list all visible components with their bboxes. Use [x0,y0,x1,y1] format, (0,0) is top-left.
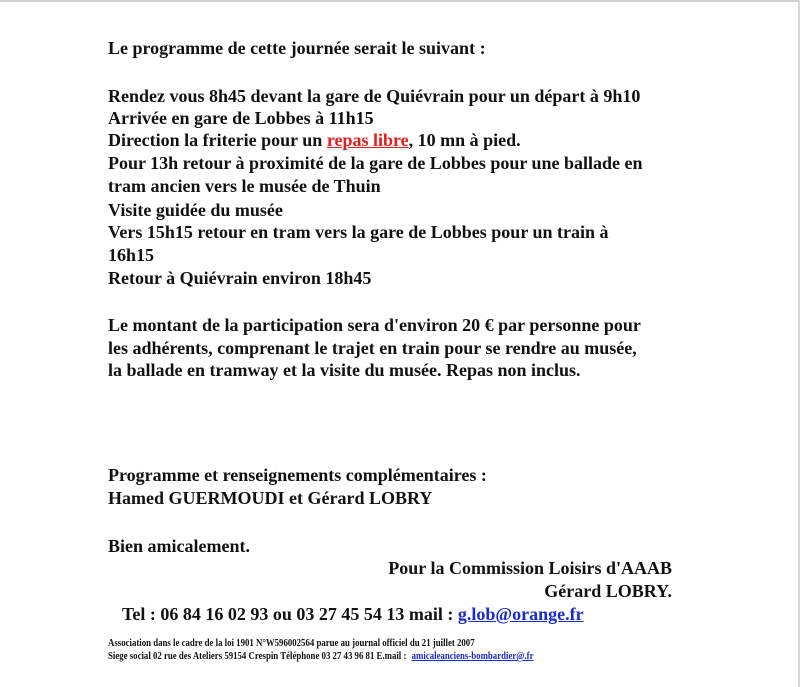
program-line-5: tram ancien vers le musée de Thuin [108,176,381,196]
footer-line-1: Association dans le cadre de la loi 1901 N°W596002564 parue au journal officiel du 21 juillet 2007 [108,638,475,649]
program-line-4: Pour 13h retour à proximité de la gare de Lobbes pour une ballade en [108,153,643,173]
program-line-3-start: Direction la friterie pour un [108,130,327,150]
program-line-8: 16h15 [108,245,155,265]
signature-line-1: Pour la Commission Loisirs d'AAAB [388,558,672,578]
intro-text: Le programme de cette journée serait le suivant : [108,38,486,58]
footer-address: Siege social 02 rue des Ateliers 59154 Crespin Téléphone 03 27 43 96 81 E.mail : [108,651,407,662]
closing-text: Bien amicalement. [108,536,250,556]
program-line-9: Retour à Quiévrain environ 18h45 [108,268,372,288]
repas-libre-link[interactable]: repas libre [326,130,409,150]
participation-line-2: les adhérents, comprenant le trajet en train pour se rendre au musée, [108,338,637,358]
program-line-3 [108,129,521,151]
program-line-6: Visite guidée du musée [108,200,283,220]
program-line-2: Arrivée en gare de Lobbes à 11h15 [108,108,374,128]
phone-text: Tel : 06 84 16 02 93 ou 03 27 45 54 13 mail : [122,604,458,624]
program-line-1: Rendez vous 8h45 devant la gare de Quiévrain pour un départ à 9h10 [108,86,641,106]
footer-email-link[interactable]: amicaleanciens-bombardier@.fr [411,651,534,662]
contacts-line-2: Hamed GUERMOUDI et Gérard LOBRY [108,488,433,508]
program-line-7: Vers 15h15 retour en tram vers la gare de Lobbes pour un train à [108,222,609,242]
signature-line-2: Gérard LOBRY. [544,581,672,601]
footer-line-2 [108,651,533,663]
participation-line-3: la ballade en tramway et la visite du musée. Repas non inclus. [108,360,581,380]
email-link[interactable]: g.lob@orange.fr [457,604,584,624]
participation-line-1: Le montant de la participation sera d'environ 20 € par personne pour [108,315,641,335]
program-line-3-end: , 10 mn à pied. [408,130,521,150]
top-border [0,0,800,2]
contact-line [122,604,584,625]
contacts-line-1: Programme et renseignements complémentaires : [108,465,487,485]
